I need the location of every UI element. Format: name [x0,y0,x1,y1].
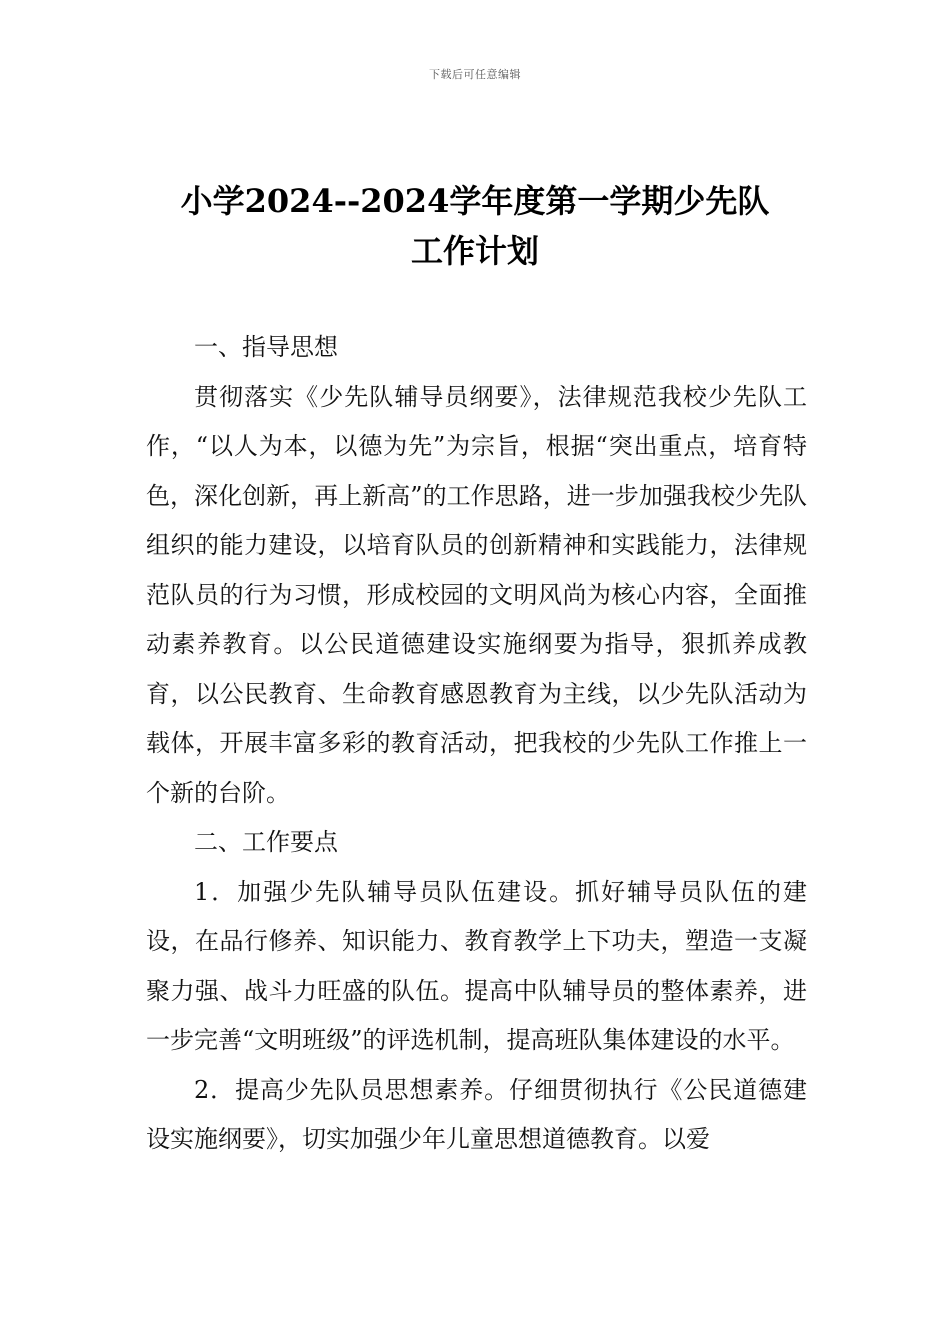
title-line-1: 小学2024--2024学年度第一学期少先队 [180,182,770,220]
section-2-item-2: 2．提高少先队员思想素养。仔细贯彻执行《公民道德建设实施纲要》，切实加强少年儿童思想道德教育。以爱 [146,1075,807,1153]
section-2-heading: 二、工作要点 [194,828,338,856]
document-body [146,323,807,1165]
section-2-item-1: 1．加强少先队辅导员队伍建设。抓好辅导员队伍的建设，在品行修养、知识能力、教育教学上下功夫，塑造一支凝聚力强、战斗力旺盛的队伍。提高中队辅导员的整体素养，进一步完善“文明班级”的评选机制，提高班队集体建设的水平。 [146,877,807,1054]
header-note: 下载后可任意编辑 [429,68,521,81]
title-line-2: 工作计划 [410,232,539,270]
document-title [140,176,810,276]
section-1-paragraph: 贯彻落实《少先队辅导员纲要》，法律规范我校少先队工作，“以人为本，以德为先”为宗旨，根据“突出重点，培育特色，深化创新，再上新高”的工作思路，进一步加强我校少先队组织的能力建设，以培育队员的创新精神和实践能力，法律规范队员的行为习惯，形成校园的文明风尚为核心内容，全面推动素养教育。以公民道德建设实施纲要为指导，狠抓养成教育，以公民教育、生命教育感恩教育为主线，以少先队活动为载体，开展丰富多彩的教育活动，把我校的少先队工作推上一个新的台阶。 [146,382,807,807]
section-1-heading: 一、指导思想 [194,333,338,361]
